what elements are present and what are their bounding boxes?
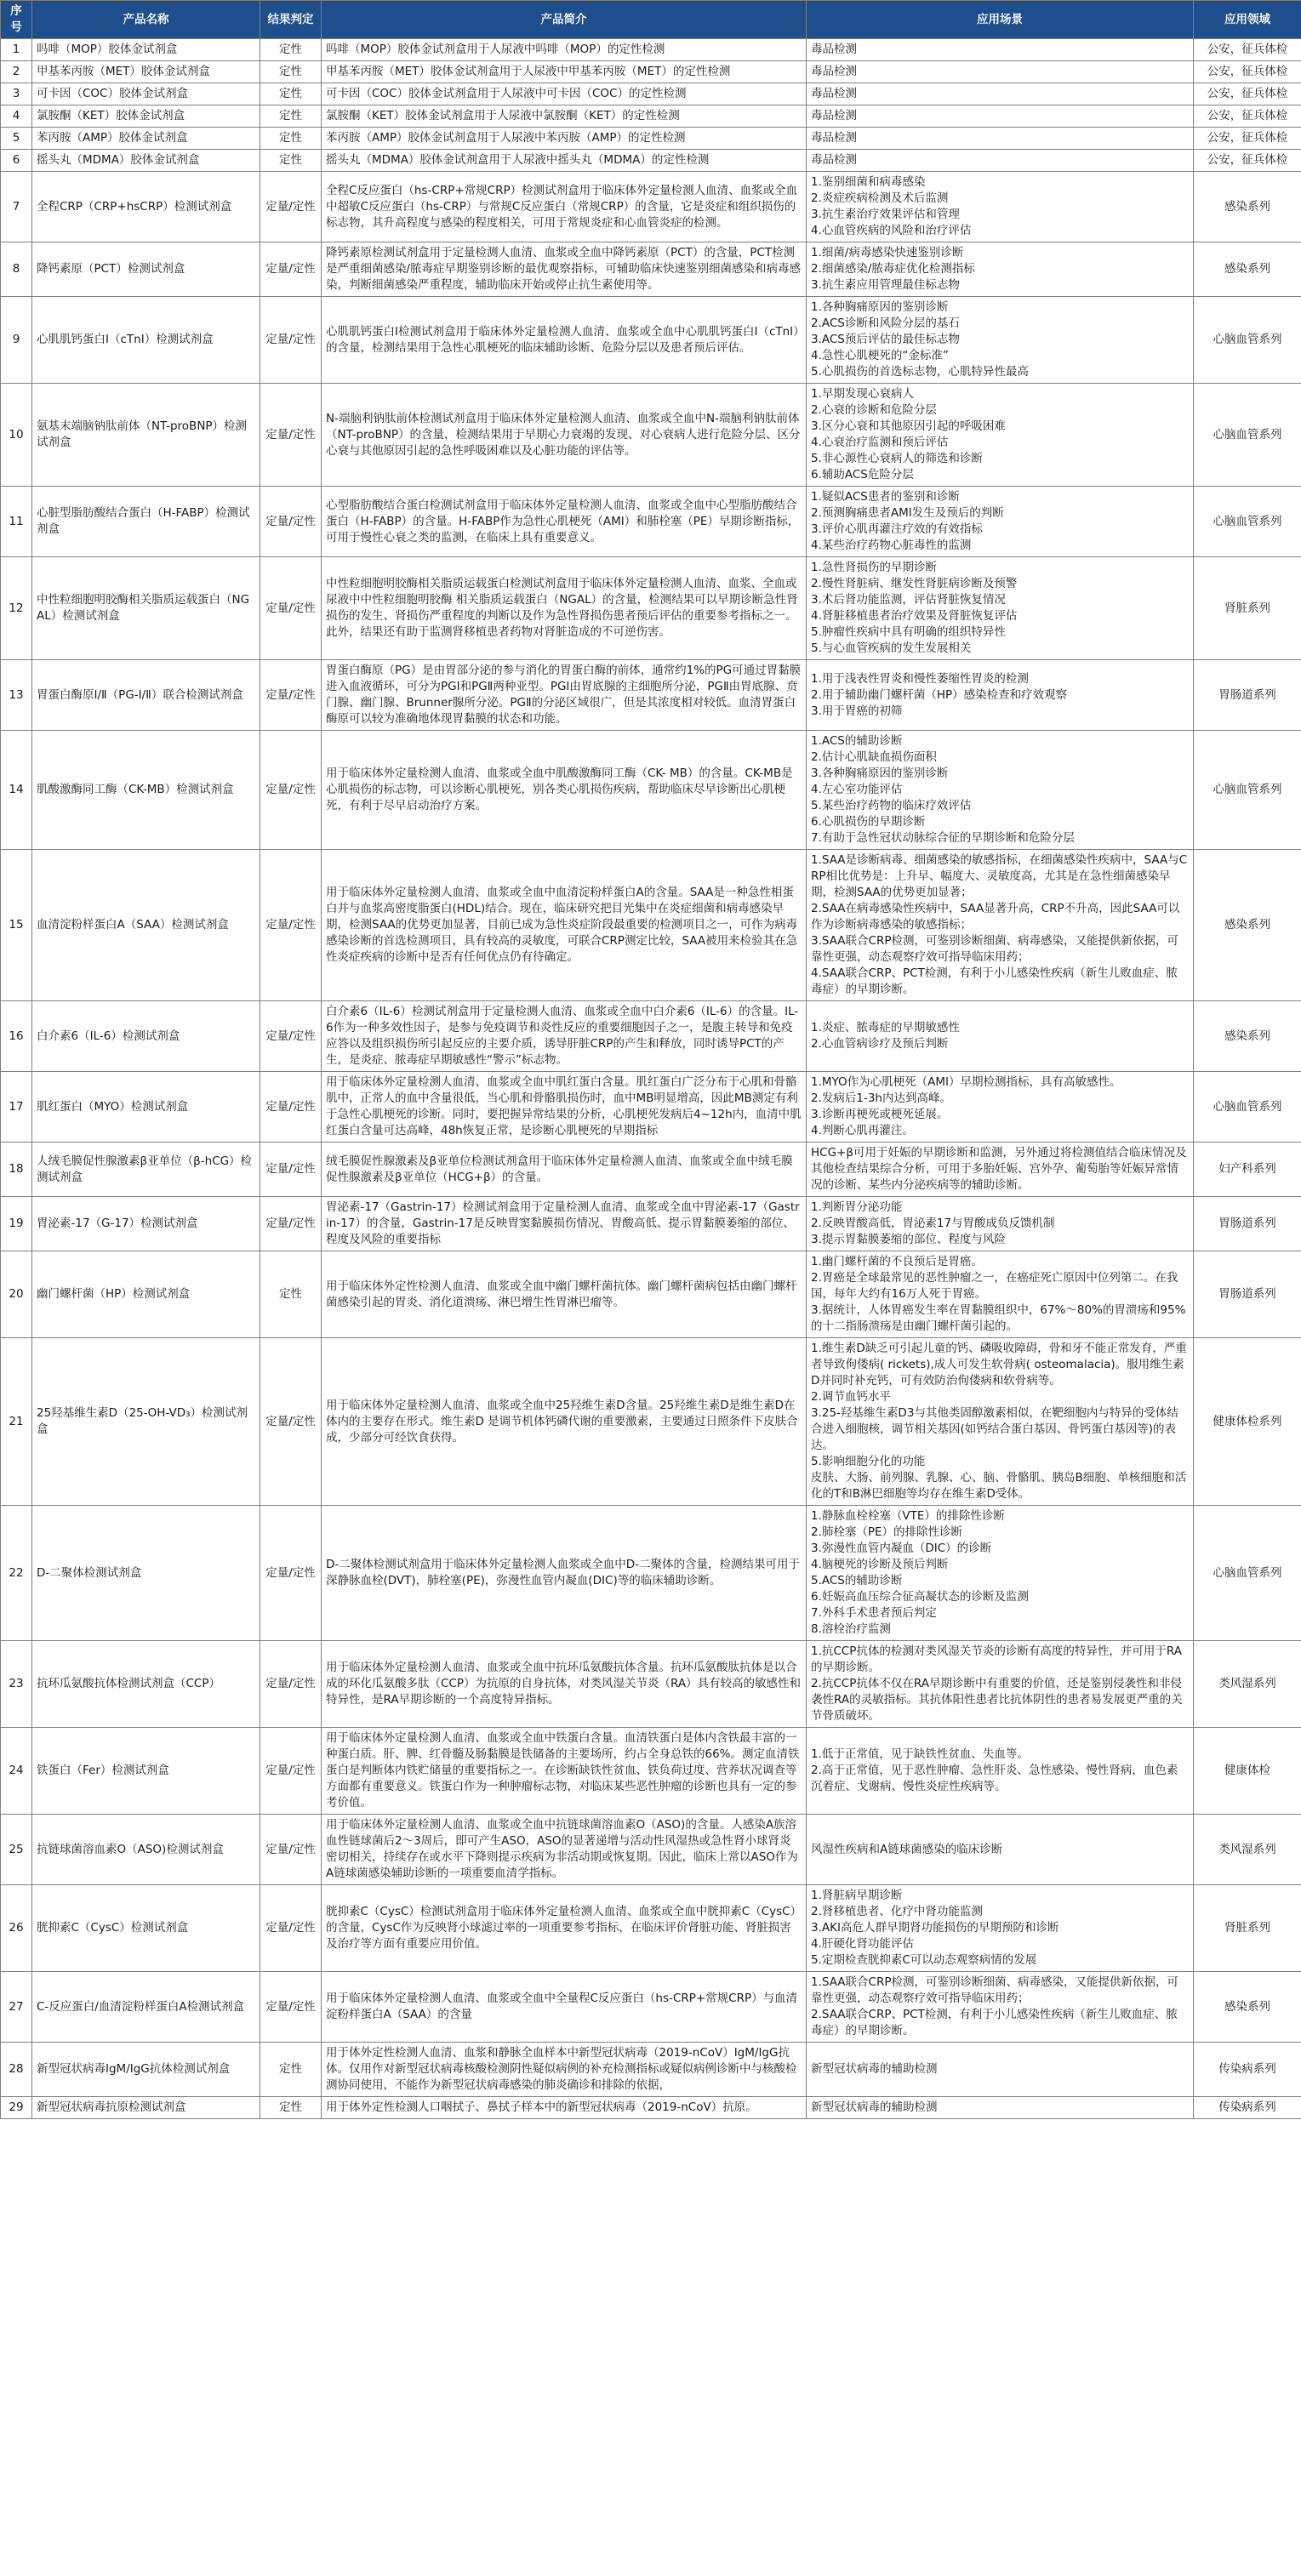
application-scenario-cell: 1.维生素D缺乏可引起儿童的钙、磷吸收障碍，骨和牙不能正常发育，严重者导致佝偻病( rickets),成人可发生软骨病( osteomalacia)。服用维生素D并同时补充钙，可有效防治佝偻病和软骨病等。 2.调节血钙水平 3.25-羟基维生素D3与其他类固醇激素相似，在靶细胞内与特异的受体结合进入细胞核，调节相关基因(如钙结合蛋白基因、骨钙蛋白基因等)的表达。 5.影响细胞分化的功能 皮肤、大肠、前列腺、乳腺、心、脑、骨骼肌、胰岛B细胞、单核细胞和活化的T和B淋巴细胞等均存在维生素D受体。 [807,1338,1194,1506]
product-description-cell: 吗啡（MOP）胶体金试剂盒用于人尿液中吗啡（MOP）的定性检测 [322,39,807,61]
result-type-cell: 定性 [260,2097,322,2119]
result-type-cell: 定性 [260,61,322,83]
application-field-cell: 心脑血管系列 [1194,731,1301,850]
result-type-cell: 定量/定性 [260,1197,322,1251]
product-description-cell: 心肌肌钙蛋白I检测试剂盒用于临床体外定量检测人血清、血浆或全血中心肌肌钙蛋白I（cTnI）的含量，检测结果用于急性心肌梗死的临床辅助诊断、危险分层以及患者预后评估。 [322,297,807,384]
application-field-cell: 心脑血管系列 [1194,487,1301,557]
product-description-cell: 胱抑素C（CysC）检测试剂盒用于临床体外定量检测人血清、血浆或全血中胱抑素C（CysC）的含量，CysC作为反映肾小球滤过率的一项重要参考指标，在临床评价肾脏功能、肾脏损害及治疗等方面有重要应用价值。 [322,1885,807,1972]
product-description-cell: 用于临床体外定量检测人血清、血浆或全血中铁蛋白含量。血清铁蛋白是体内含铁最丰富的一种蛋白质。肝、脾、红骨髓及肠黏膜是铁储备的主要场所，约占全身总铁的66%。测定血清铁蛋白是判断体内铁贮储量的重要指标之一。在诊断缺铁性贫血、铁负荷过度、营养状况调查等方面都有重要意义。铁蛋白作为一种肿瘤标志物，对临床某些恶性肿瘤的诊断也具有一定的参考价值。 [322,1728,807,1815]
product-name-cell: 可卡因（COC）胶体金试剂盒 [32,83,260,105]
header-index: 序号 [1,1,32,39]
row-index-cell: 24 [1,1728,32,1815]
table-row [1,297,1301,384]
product-name-cell: 全程CRP（CRP+hsCRP）检测试剂盒 [32,172,260,242]
result-type-cell: 定量/定性 [260,1641,322,1728]
application-field-cell: 心脑血管系列 [1194,297,1301,384]
header-field: 应用领域 [1194,1,1301,39]
table-row [1,2043,1301,2097]
application-field-cell: 传染病系列 [1194,2043,1301,2097]
application-scenario-cell: 1.抗CCP抗体的检测对类风湿关节炎的诊断有高度的特异性，并可用于RA的早期诊断。 2.抗CCP抗体不仅在RA早期诊断中有重要的价值，还是鉴别侵袭性和非侵袭性RA的灵敏指标。其抗体阳性患者比抗体阴性的患者易发展更严重的关节骨质破坏。 [807,1641,1194,1728]
result-type-cell: 定量/定性 [260,1506,322,1641]
row-index-cell: 9 [1,297,32,384]
product-description-cell: 白介素6（IL-6）检测试剂盒用于定量检测人血清、血浆或全血中白介素6（IL-6）的含量。IL-6作为一种多效性因子，是参与免疫调节和炎性反应的重要细胞因子之一，是腹主转导和免疫应答以及组织损伤所引起反应的主要介质，诱导肝脏CRP的产生和释放，同时诱导PCT的产生，是炎症、脓毒症早期敏感性“警示”标志物。 [322,1001,807,1072]
product-description-cell: 用于临床体外定性检测人血清、血浆或全血中幽门螺杆菌抗体。幽门螺杆菌病包括由幽门螺杆菌感染引起的胃炎、消化道溃疡、淋巴增生性胃淋巴瘤等。 [322,1251,807,1338]
table-row [1,83,1301,105]
product-name-cell: 肌红蛋白（MYO）检测试剂盒 [32,1072,260,1143]
application-scenario-cell: 1.ACS的辅助诊断 2.估计心肌缺血损伤面积 3.各种胸痛原因的鉴别诊断 4.左心室功能评估 5.某些治疗药物的临床疗效评估 6.心肌损伤的早期诊断 7.有助于急性冠状动脉综合征的早期诊断和危险分层 [807,731,1194,850]
result-type-cell: 定性 [260,150,322,172]
application-scenario-cell: 1.肾脏病早期诊断 2.肾移植患者、化疗中肾功能监测 3.AKI高危人群早期肾功能损伤的早期预防和诊断 4.肝硬化肾功能评估 5.定期检查胱抑素C可以动态观察病情的发展 [807,1885,1194,1972]
result-type-cell: 定量/定性 [260,1728,322,1815]
application-field-cell: 胃肠道系列 [1194,1197,1301,1251]
result-type-cell: 定量/定性 [260,1338,322,1506]
result-type-cell: 定量/定性 [260,172,322,242]
product-name-cell: 血清淀粉样蛋白A（SAA）检测试剂盒 [32,850,260,1001]
product-description-cell: 中性粒细胞明胶酶相关脂质运载蛋白检测试剂盒用于临床体外定量检测人血清、血浆、全血或尿液中中性粒细胞明胶酶 相关脂质运载蛋白（NGAL）的含量，检测结果可以早期诊断急性肾损伤的发生、肾损伤严重程度的判断以及作为急性肾损伤患者预后评估的重要参考指标之一。 此外，结果还有助于监测肾移植患者药物对肾脏造成的不可逆伤害。 [322,557,807,660]
product-name-cell: 甲基苯丙胺（MET）胶体金试剂盒 [32,61,260,83]
product-description-cell: 甲基苯丙胺（MET）胶体金试剂盒用于人尿液中甲基苯丙胺（MET）的定性检测 [322,61,807,83]
table-row [1,2097,1301,2119]
product-description-cell: N-端脑利钠肽前体检测试剂盒用于临床体外定量检测人血清、血浆或全血中N-端脑利钠肽前体（NT-proBNP）的含量，检测结果用于早期心力衰竭的发现、对心衰病人进行危险分层、区分心衰与其他原因引起的急性呼吸困难以及心脏功能的评估等。 [322,384,807,487]
application-field-cell: 健康体检系列 [1194,1338,1301,1506]
application-scenario-cell: 1.各种胸痛原因的鉴别诊断 2.ACS诊断和风险分层的基石 3.ACS预后评估的最佳标志物 4.急性心肌梗死的“金标准” 5.心肌损伤的首选标志物，心肌特异性最高 [807,297,1194,384]
table-row [1,1506,1301,1641]
application-scenario-cell: 1.鉴别细菌和病毒感染 2.炎症疾病检测及术后监测 3.抗生素治疗效果评估和管理 4.心血管疾病的风险和治疗评估 [807,172,1194,242]
table-row [1,850,1301,1001]
table-body [1,39,1301,2119]
row-index-cell: 17 [1,1072,32,1143]
application-field-cell: 类风湿系列 [1194,1641,1301,1728]
result-type-cell: 定量/定性 [260,1143,322,1197]
result-type-cell: 定量/定性 [260,1072,322,1143]
row-index-cell: 2 [1,61,32,83]
result-type-cell: 定量/定性 [260,384,322,487]
application-scenario-cell: 1.低于正常值，见于缺铁性贫血、失血等。 2.高于正常值，见于恶性肿瘤、急性肝炎、急性感染、慢性肾病，血色素沉着症、戈谢病、慢性炎症性疾病等。 [807,1728,1194,1815]
application-field-cell: 公安，征兵体检 [1194,61,1301,83]
product-description-cell: 用于临床体外定量检测人血清、血浆或全血中肌酸激酶同工酶（CK- MB）的含量。CK-MB是心肌损伤的标志物，可以诊断心肌梗死，别各类心肌损伤疾病，帮助临床尽早诊断出心肌梗死，有利于尽早启动治疗方案。 [322,731,807,850]
table-row [1,1641,1301,1728]
table-row [1,1001,1301,1072]
product-name-cell: 吗啡（MOP）胶体金试剂盒 [32,39,260,61]
application-field-cell: 心脑血管系列 [1194,384,1301,487]
result-type-cell: 定性 [260,39,322,61]
table-row [1,105,1301,128]
application-field-cell: 公安，征兵体检 [1194,128,1301,150]
application-scenario-cell: 1.静脉血栓栓塞（VTE）的排除性诊断 2.肺栓塞（PE）的排除性诊断 3.弥漫性血管内凝血（DIC）的诊断 4.脑梗死的诊断及预后判断 5.ACS的辅助诊断 6.妊娠高血压综合征高凝状态的诊断及监测 7.外科手术患者预后判定 8.溶栓治疗监测 [807,1506,1194,1641]
row-index-cell: 4 [1,105,32,128]
application-scenario-cell: 1.细菌/病毒感染快速鉴别诊断 2.细菌感染/脓毒症优化检测指标 3.抗生素应用管理最佳标志物 [807,242,1194,297]
product-name-cell: 人绒毛膜促性腺激素β亚单位（β-hCG）检测试剂盒 [32,1143,260,1197]
table-row [1,731,1301,850]
product-description-cell: 全程C反应蛋白（hs-CRP+常规CRP）检测试剂盒用于临床体外定量检测人血清、血浆或全血中超敏C反应蛋白（hs-CRP）与常规C反应蛋白（常规CRP）的含量，它是炎症和组织损伤的标志物，其升高程度与感染的程度相关，可用于常规炎症和心血管炎症的检测。 [322,172,807,242]
application-scenario-cell: 毒品检测 [807,128,1194,150]
application-scenario-cell: 1.炎症、脓毒症的早期敏感性 2.心血管病诊疗及预后判断 [807,1001,1194,1072]
result-type-cell: 定性 [260,128,322,150]
product-description-cell: 用于临床体外定量检测人血清、血浆或全血中抗链球菌溶血素O（ASO)的含量。人感染A族溶血性链球菌后2～3周后，即可产生ASO，ASO的显著递增与活动性风湿热或急性肾小球肾炎密切相关，持续存在或水平下降则提示疾病为非活动期或恢复期。因此，临床上常以ASO作为A链球菌感染辅助诊断的一项重要血清学指标。 [322,1815,807,1885]
application-scenario-cell: 1.SAA是诊断病毒、细菌感染的敏感指标，在细菌感染性疾病中，SAA与CRP相比优势是：上升早、幅度大、灵敏度高，尤其是在急性细菌感染早期，检测SAA的优势更加显著； 2.SAA在病毒感染性疾病中，SAA显著升高，CRP不升高，因此SAA可以作为诊断病毒感染的敏感指标； 3.SAA联合CRP检测，可鉴别诊断细菌、病毒感染，又能提供新依据，可靠性更强，动态观察疗效可指导临床用药； 4.SAA联合CRP、PCT检测，有利于小儿感染性疾病（新生儿败血症、脓毒症）的早期诊断。 [807,850,1194,1001]
header-description: 产品简介 [322,1,807,39]
application-field-cell: 公安，征兵体检 [1194,39,1301,61]
application-scenario-cell: 毒品检测 [807,61,1194,83]
product-name-cell: 白介素6（IL-6）检测试剂盒 [32,1001,260,1072]
row-index-cell: 20 [1,1251,32,1338]
product-name-cell: 抗链球菌溶血素O（ASO)检测试剂盒 [32,1815,260,1885]
product-name-cell: 氯胺酮（KET）胶体金试剂盒 [32,105,260,128]
table-row [1,1251,1301,1338]
row-index-cell: 15 [1,850,32,1001]
product-name-cell: 中性粒细胞明胶酶相关脂质运载蛋白（NGAL）检测试剂盒 [32,557,260,660]
table-row [1,1972,1301,2043]
product-description-cell: 用于临床体外定量检测人血清、血浆或全血中血清淀粉样蛋白A的含量。SAA是一种急性相蛋白并与血浆高密度脂蛋白(HDL)结合。现在，临床研究把目光集中在炎症细菌和病毒感染早期，检测SAA的优势更加显著，目前已成为急性炎症阶段最重要的检测项目之一，可作为病毒感染诊断的首选检测项目，具有较高的灵敏度，可联合CRP测定比较，SAA被用来检验其在急性炎症疾病的诊断中是否有任何优点仍有待确定。 [322,850,807,1001]
application-field-cell: 感染系列 [1194,172,1301,242]
table-row [1,1338,1301,1506]
application-field-cell: 感染系列 [1194,850,1301,1001]
result-type-cell: 定量/定性 [260,1815,322,1885]
row-index-cell: 6 [1,150,32,172]
table-row [1,1143,1301,1197]
row-index-cell: 12 [1,557,32,660]
row-index-cell: 1 [1,39,32,61]
result-type-cell: 定性 [260,105,322,128]
result-type-cell: 定量/定性 [260,1972,322,2043]
table-row [1,1885,1301,1972]
application-scenario-cell: 新型冠状病毒的辅助检测 [807,2097,1194,2119]
result-type-cell: 定性 [260,1251,322,1338]
table-header-row [1,1,1301,39]
row-index-cell: 7 [1,172,32,242]
product-name-cell: 幽门螺杆菌（HP）检测试剂盒 [32,1251,260,1338]
table-row [1,39,1301,61]
product-description-cell: 氯胺酮（KET）胶体金试剂盒用于人尿液中氯胺酮（KET）的定性检测 [322,105,807,128]
application-field-cell: 心脑血管系列 [1194,1506,1301,1641]
header-product-name: 产品名称 [32,1,260,39]
row-index-cell: 13 [1,660,32,731]
application-field-cell: 肾脏系列 [1194,1885,1301,1972]
product-description-cell: 用于体外定性检测人口咽拭子、鼻拭子样本中的新型冠状病毒（2019-nCoV）抗原。 [322,2097,807,2119]
application-scenario-cell: 1.疑似ACS患者的鉴别和诊断 2.预测胸痛患者AMI发生及预后的判断 3.评价心肌再灌注疗效的有效指标 4.某些治疗药物心脏毒性的监测 [807,487,1194,557]
application-field-cell: 公安，征兵体检 [1194,150,1301,172]
result-type-cell: 定量/定性 [260,731,322,850]
result-type-cell: 定量/定性 [260,1885,322,1972]
product-name-cell: 摇头丸（MDMA）胶体金试剂盒 [32,150,260,172]
row-index-cell: 26 [1,1885,32,1972]
table-row [1,172,1301,242]
application-field-cell: 传染病系列 [1194,2097,1301,2119]
product-name-cell: D-二聚体检测试剂盒 [32,1506,260,1641]
result-type-cell: 定量/定性 [260,660,322,731]
product-name-cell: 降钙素原（PCT）检测试剂盒 [32,242,260,297]
result-type-cell: 定量/定性 [260,1001,322,1072]
row-index-cell: 19 [1,1197,32,1251]
result-type-cell: 定量/定性 [260,557,322,660]
table-row [1,242,1301,297]
application-field-cell: 健康体检 [1194,1728,1301,1815]
application-scenario-cell: 毒品检测 [807,105,1194,128]
row-index-cell: 3 [1,83,32,105]
table-row [1,150,1301,172]
product-description-cell: 心型脂肪酸结合蛋白检测试剂盒用于临床体外定量检测人血清、血浆或全血中心型脂肪酸结合蛋白（H-FABP）的含量。H-FABP作为急性心肌梗死（AMI）和肺栓塞（PE）早期诊断指标，可用于慢性心衰之类的监测，在临床上具有重要意义。 [322,487,807,557]
row-index-cell: 8 [1,242,32,297]
row-index-cell: 16 [1,1001,32,1072]
application-scenario-cell: 1.判断胃分泌功能 2.反映胃酸高低，胃泌素17与胃酸成负反馈机制 3.提示胃黏膜萎缩的部位、程度与风险 [807,1197,1194,1251]
application-field-cell: 感染系列 [1194,1972,1301,2043]
application-field-cell: 感染系列 [1194,1001,1301,1072]
application-field-cell: 公安，征兵体检 [1194,83,1301,105]
table-row [1,1072,1301,1143]
row-index-cell: 29 [1,2097,32,2119]
table-row [1,128,1301,150]
table-row [1,61,1301,83]
table-row [1,660,1301,731]
application-field-cell: 公安，征兵体检 [1194,105,1301,128]
application-scenario-cell: 1.幽门螺杆菌的不良预后是胃癌。 2.胃癌是全球最常见的恶性肿瘤之一，在癌症死亡原因中位列第二。在我国，每年大约有16万人死于胃癌。 3.据统计，人体胃癌发生率在胃黏膜组织中，67%～80%的胃溃疡和95%的十二指肠溃疡是由幽门螺杆菌引起的。 [807,1251,1194,1338]
product-name-cell: 抗环瓜氨酸抗体检测试剂盒（CCP） [32,1641,260,1728]
product-name-cell: 新型冠状病毒IgM/IgG抗体检测试剂盒 [32,2043,260,2097]
table-row [1,384,1301,487]
row-index-cell: 22 [1,1506,32,1641]
product-name-cell: 心肌肌钙蛋白Ⅰ（cTnⅠ）检测试剂盒 [32,297,260,384]
product-name-cell: C-反应蛋白/血清淀粉样蛋白A检测试剂盒 [32,1972,260,2043]
product-description-cell: 绒毛膜促性腺激素及β亚单位检测试剂盒用于临床体外定量检测人血清、血浆或全血中绒毛膜促性腺激素及β亚单位（HCG+β）的含量。 [322,1143,807,1197]
application-scenario-cell: 毒品检测 [807,39,1194,61]
application-scenario-cell: 新型冠状病毒的辅助检测 [807,2043,1194,2097]
product-name-cell: 氨基末端脑钠肽前体（NT-proBNP）检测试剂盒 [32,384,260,487]
row-index-cell: 21 [1,1338,32,1506]
header-application: 应用场景 [807,1,1194,39]
result-type-cell: 定性 [260,2043,322,2097]
product-description-cell: 用于体外定性检测人血清、血浆和静脉全血样本中新型冠状病毒（2019-nCoV）IgM/IgG抗体。仅用作对新型冠状病毒核酸检测阴性疑似病例的补充检测指标或疑似病例诊断中与核酸检测协同使用，不能作为新型冠状病毒感染的肺炎确诊和排除的依据， [322,2043,807,2097]
application-scenario-cell: 毒品检测 [807,83,1194,105]
result-type-cell: 定量/定性 [260,297,322,384]
row-index-cell: 23 [1,1641,32,1728]
product-description-cell: 胃蛋白酶原（PG）是由胃部分泌的参与消化的胃蛋白酶的前体，通常约1%的PG可通过胃黏膜进入血液循环，可分为PGⅠ和PGⅡ两种亚型。PGⅠ由胃底腺的主细胞所分泌，PGⅡ由胃底腺、贲门腺、幽门腺、Brunner腺所分泌。PGⅡ的分泌区域很广，但是其浓度相对较低。血清胃蛋白酶原可以较为准确地体现胃黏膜的状态和功能。 [322,660,807,731]
application-scenario-cell: 1.早期发现心衰病人 2.心衰的诊断和危险分层 3.区分心衰和其他原因引起的呼吸困难 4.心衰治疗监测和预后评估 5.非心源性心衰病人的筛选和诊断 6.辅助ACS危险分层 [807,384,1194,487]
application-scenario-cell: 1.用于浅表性胃炎和慢性萎缩性胃炎的检测 2.用于辅助幽门螺杆菌（HP）感染检查和疗效观察 3.用于胃癌的初筛 [807,660,1194,731]
table-row [1,1197,1301,1251]
application-field-cell: 感染系列 [1194,242,1301,297]
row-index-cell: 28 [1,2043,32,2097]
application-scenario-cell: 风湿性疾病和A链球菌感染的临床诊断 [807,1815,1194,1885]
row-index-cell: 18 [1,1143,32,1197]
application-scenario-cell: 1.急性肾损伤的早期诊断 2.慢性肾脏病、继发性肾脏病诊断及预警 3.术后肾功能监测，评估肾脏恢复情况 4.肾脏移植患者治疗效果及肾脏恢复评估 5.肿瘤性疾病中具有明确的组织特异性 5.与心血管疾病的发生发展相关 [807,557,1194,660]
product-description-cell: 用于临床体外定量检测人血清、血浆或全血中抗环瓜氨酸抗体含量。抗环瓜氨酸肽抗体是以合成的环化瓜氨酸多肽（CCP）为抗原的自身抗体，对类风湿关节炎（RA）具有较高的敏感性和特异性，是RA早期诊断的一个高度特异指标。 [322,1641,807,1728]
product-name-cell: 胃泌素-17（G-17）检测试剂盒 [32,1197,260,1251]
application-scenario-cell: 1.SAA联合CRP检测，可鉴别诊断细菌、病毒感染，又能提供新依据，可靠性更强，动态观察疗效可指导临床用药； 2.SAA联合CRP、PCT检测，有利于小儿感染性疾病（新生儿败血症、脓毒症）的早期诊断。 [807,1972,1194,2043]
result-type-cell: 定量/定性 [260,242,322,297]
header-result-type: 结果判定 [260,1,322,39]
row-index-cell: 10 [1,384,32,487]
application-field-cell: 妇产科系列 [1194,1143,1301,1197]
product-name-cell: 心脏型脂肪酸结合蛋白（H-FABP）检测试剂盒 [32,487,260,557]
product-description-cell: 苯丙胺（AMP）胶体金试剂盒用于人尿液中苯丙胺（AMP）的定性检测 [322,128,807,150]
product-description-cell: 用于临床体外定量检测人血清、血浆或全血中25羟维生素D含量。25羟维生素D是维生素D在体内的主要存在形式。维生素D 是调节机体钙磷代谢的重要激素，主要通过日照条件下皮肤合成，少部分可经饮食获得。 [322,1338,807,1506]
result-type-cell: 定量/定性 [260,850,322,1001]
result-type-cell: 定性 [260,83,322,105]
application-field-cell: 胃肠道系列 [1194,1251,1301,1338]
product-name-cell: 胱抑素C（CysC）检测试剂盒 [32,1885,260,1972]
table-row [1,557,1301,660]
product-description-cell: 降钙素原检测试剂盒用于定量检测人血清、血浆或全血中降钙素原（PCT）的含量，PCT检测是严重细菌感染/脓毒症早期鉴别诊断的最优观察指标，可辅助临床快速鉴别细菌感染和病毒感染，判断细菌感染严重程度，辅助临床开始或停止抗生素使用等。 [322,242,807,297]
table-row [1,1728,1301,1815]
product-name-cell: 新型冠状病毒抗原检测试剂盒 [32,2097,260,2119]
result-type-cell: 定量/定性 [260,487,322,557]
application-field-cell: 肾脏系列 [1194,557,1301,660]
product-name-cell: 铁蛋白（Fer）检测试剂盒 [32,1728,260,1815]
application-scenario-cell: 毒品检测 [807,150,1194,172]
row-index-cell: 25 [1,1815,32,1885]
product-description-cell: 用于临床体外定量检测人血清、血浆或全血中肌红蛋白含量。肌红蛋白广泛分布于心肌和骨骼肌中，正常人的血中含量很低，当心肌和骨骼肌损伤时，血中MB明显增高，因此MB测定有利于急性心肌梗死的诊断。同时，要把握异常结果的分析，心肌梗死发病后4~12h内，血清中肌红蛋白含量可达高峰，48h恢复正常，是诊断心肌梗死的早期指标 [322,1072,807,1143]
application-field-cell: 心脑血管系列 [1194,1072,1301,1143]
product-description-cell: 用于临床体外定量检测人血清、血浆或全血中全量程C反应蛋白（hs-CRP+常规CRP）与血清淀粉样蛋白A（SAA）的含量 [322,1972,807,2043]
product-description-cell: D-二聚体检测试剂盒用于临床体外定量检测人血浆或全血中D-二聚体的含量，检测结果可用于深静脉血栓(DVT)，肺栓塞(PE)，弥漫性血管内凝血(DIC)等的临床辅助诊断。 [322,1506,807,1641]
application-scenario-cell: 1.MYO作为心肌梗死（AMI）早期检测指标，具有高敏感性。 2.发病后1-3h内达到高峰。 3.诊断再梗死或梗死延展。 4.判断心肌再灌注。 [807,1072,1194,1143]
table-row [1,487,1301,557]
product-description-cell: 可卡因（COC）胶体金试剂盒用于人尿液中可卡因（COC）的定性检测 [322,83,807,105]
product-name-cell: 胃蛋白酶原Ⅰ/Ⅱ（PG-Ⅰ/Ⅱ）联合检测试剂盒 [32,660,260,731]
table-row [1,1815,1301,1885]
row-index-cell: 5 [1,128,32,150]
application-field-cell: 胃肠道系列 [1194,660,1301,731]
product-name-cell: 25羟基维生素D（25-OH-VD₃）检测试剂盒 [32,1338,260,1506]
row-index-cell: 14 [1,731,32,850]
application-field-cell: 类风湿系列 [1194,1815,1301,1885]
application-scenario-cell: HCG+β可用于妊娠的早期诊断和监测，另外通过将检测值结合临床情况及其他检查结果综合分析，可用于多胎妊娠、宫外孕、葡萄胎等妊娠异常情况的诊断、某些内分泌疾病等的辅助诊断。 [807,1143,1194,1197]
product-name-cell: 肌酸激酶同工酶（CK-MB）检测试剂盒 [32,731,260,850]
row-index-cell: 27 [1,1972,32,2043]
product-name-cell: 苯丙胺（AMP）胶体金试剂盒 [32,128,260,150]
row-index-cell: 11 [1,487,32,557]
product-description-cell: 胃泌素-17（Gastrin-17）检测试剂盒用于定量检测人血清、血浆或全血中胃泌素-17（Gastrin-17）的含量，Gastrin-17是反映胃窦黏膜损伤情况、胃酸高低、提示胃黏膜萎缩的部位、程度及风险的重要指标 [322,1197,807,1251]
product-description-cell: 摇头丸（MDMA）胶体金试剂盒用于人尿液中摇头丸（MDMA）的定性检测 [322,150,807,172]
